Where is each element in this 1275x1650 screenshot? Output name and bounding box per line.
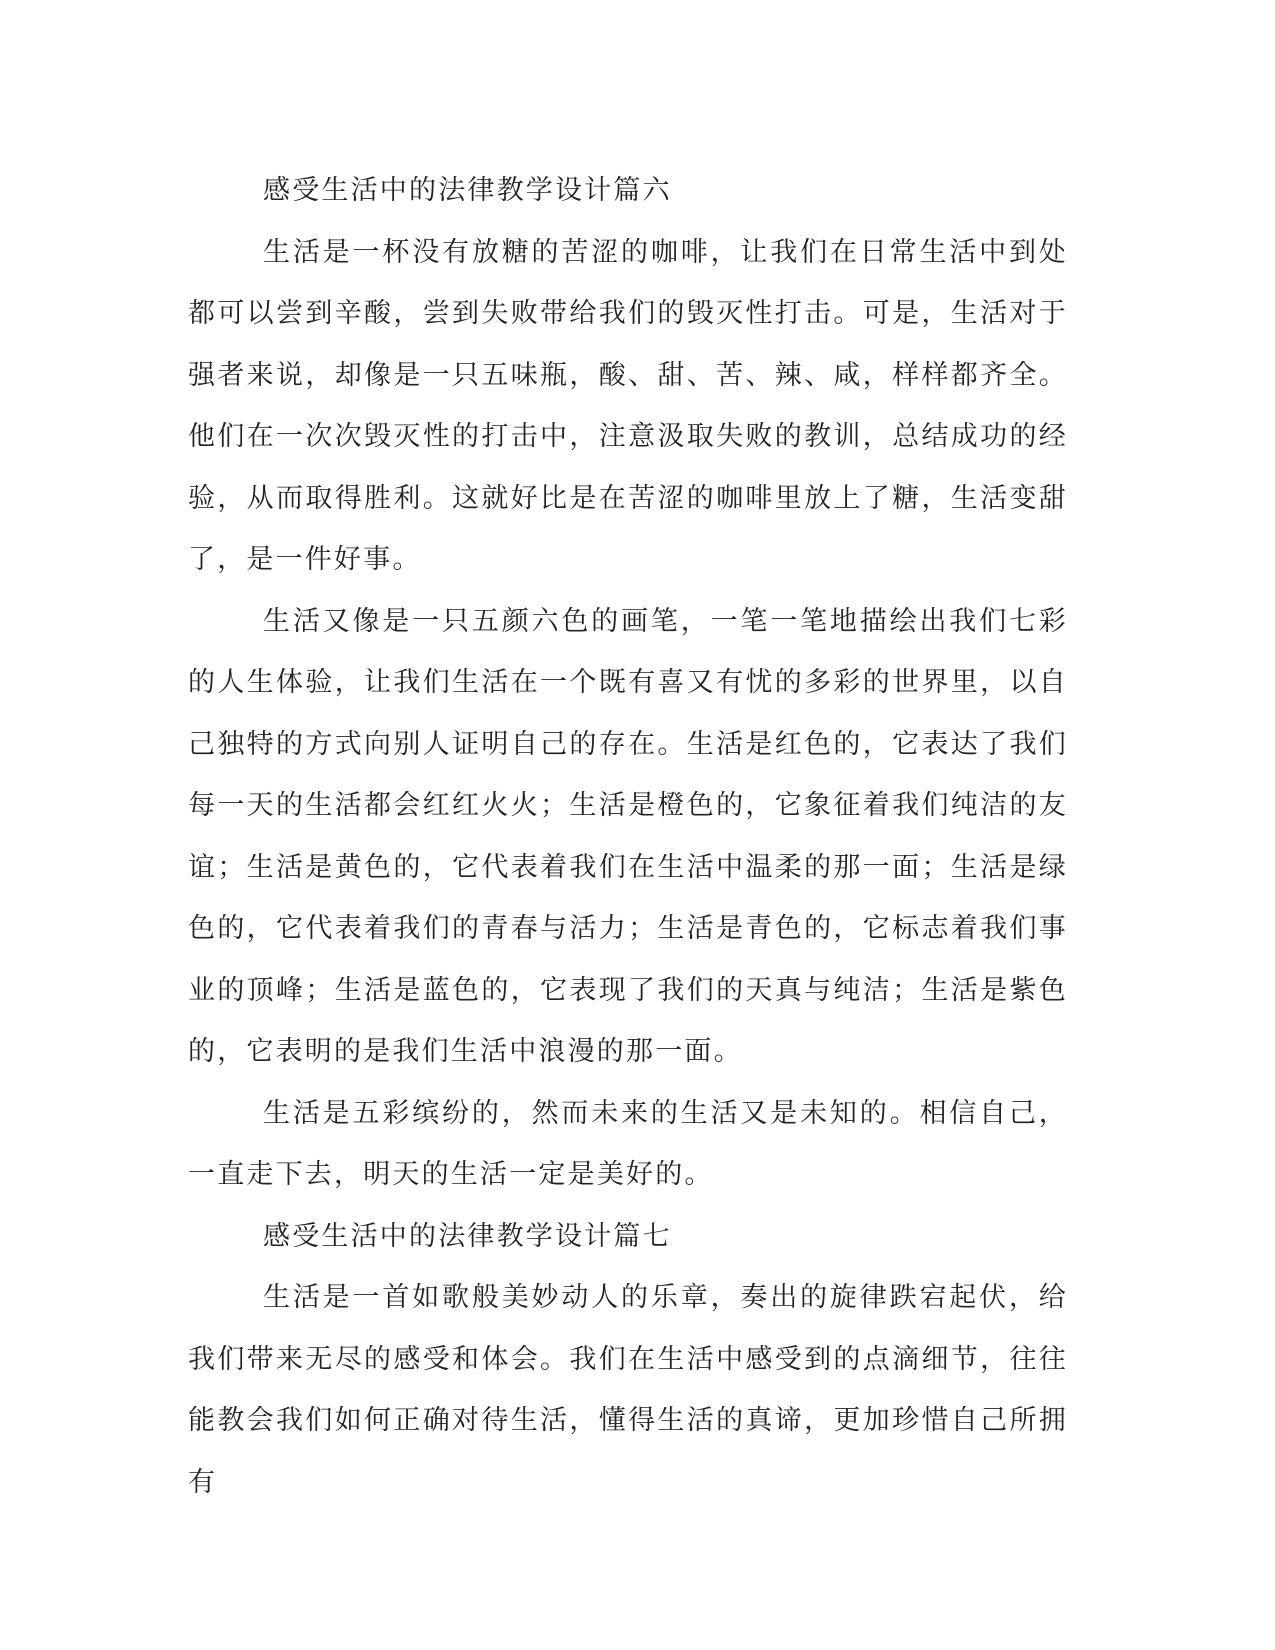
paragraph-future: 生活是五彩缤纷的，然而未来的生活又是未知的。相信自己，一直走下去，明天的生活一定是美好的。 <box>188 1097 1068 1190</box>
paragraph-coffee: 生活是一杯没有放糖的苦涩的咖啡，让我们在日常生活中到处都可以尝到辛酸，尝到失败带给我们的毁灭性打击。可是，生活对于强者来说，却像是一只五味瓶，酸、甜、苦、辣、咸，样样都齐全。他们在一次次毁灭性的打击中，注意汲取失败的教训，总结成功的经验，从而取得胜利。这就好比是在苦涩的咖啡里放上了糖，生活变甜了，是一件好事。 <box>188 236 1068 575</box>
document-body <box>188 160 1068 1513</box>
paragraph-music: 生活是一首如歌般美妙动人的乐章，奏出的旋律跌宕起伏，给我们带来无尽的感受和体会。我们在生活中感受到的点滴细节，往往能教会我们如何正确对待生活，懂得生活的真谛，更加珍惜自己所拥有 <box>188 1282 1068 1498</box>
section-heading-6: 感受生活中的法律教学设计篇六 <box>263 175 672 206</box>
paragraph-colors: 生活又像是一只五颜六色的画笔，一笔一笔地描绘出我们七彩的人生体验，让我们生活在一个既有喜又有忧的多彩的世界里，以自己独特的方式向别人证明自己的存在。生活是红色的，它表达了我们每一天的生活都会红红火火；生活是橙色的，它象征着我们纯洁的友谊；生活是黄色的，它代表着我们在生活中温柔的那一面；生活是绿色的，它代表着我们的青春与活力；生活是青色的，它标志着我们事业的顶峰；生活是蓝色的，它表现了我们的天真与纯洁；生活是紫色的，它表明的是我们生活中浪漫的那一面。 <box>188 605 1068 1067</box>
section-heading-7: 感受生活中的法律教学设计篇七 <box>263 1220 672 1252</box>
